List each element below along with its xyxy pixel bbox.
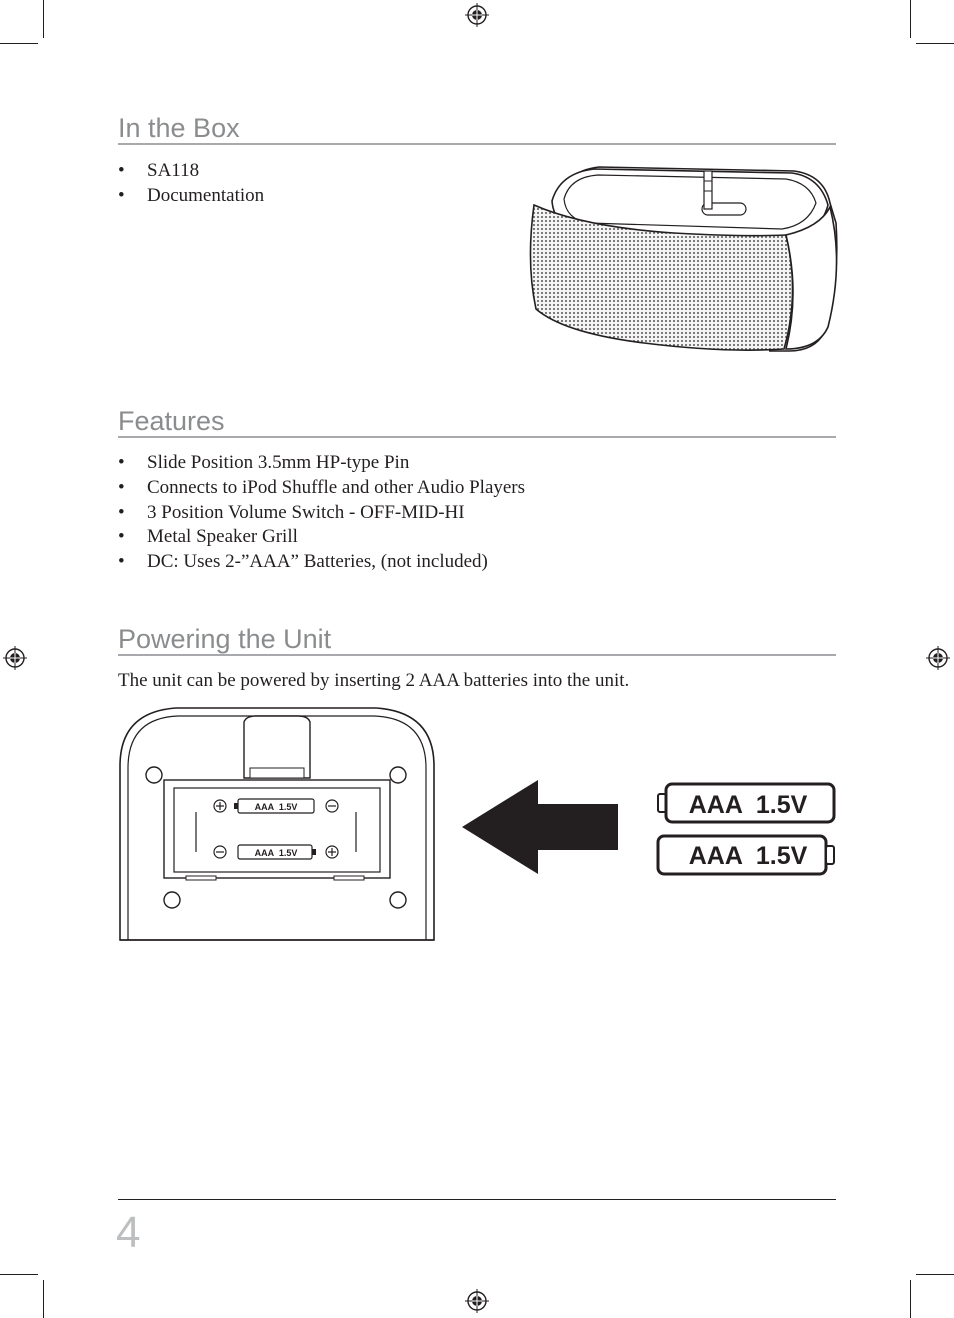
crop-mark: [43, 0, 44, 38]
list-item: [118, 476, 525, 501]
bullet: •: [118, 184, 125, 206]
page-number: 4: [116, 1208, 141, 1257]
registration-mark-icon: [465, 3, 489, 27]
registration-mark-icon: [3, 646, 27, 670]
bullet: •: [118, 452, 125, 473]
bullet: •: [118, 526, 125, 548]
list-item: [118, 184, 264, 209]
crop-mark: [916, 43, 954, 44]
bullet: •: [118, 501, 125, 523]
crop-mark: [910, 1280, 911, 1318]
list-item-text: Connects to iPod Shuffle and other Audio Players: [147, 476, 526, 498]
list-item-text: SA118: [147, 160, 200, 181]
list-item-text: Documentation: [147, 184, 265, 206]
list-item-text: DC: Uses 2-”AAA” Batteries, (not included): [147, 551, 488, 573]
list-item: [118, 501, 525, 526]
battery-label: AAA 1.5V: [254, 848, 298, 858]
battery-label: AAA 1.5V: [688, 791, 808, 819]
registration-mark-icon: [465, 1289, 489, 1313]
list-item-text: 3 Position Volume Switch - OFF-MID-HI: [147, 501, 465, 523]
crop-mark: [43, 1280, 44, 1318]
crop-mark: [0, 1274, 38, 1275]
in-the-box-heading: In the Box: [118, 113, 836, 145]
powering-heading: Powering the Unit: [118, 624, 836, 656]
features-list: [118, 451, 525, 575]
battery-compartment-illustration: [116, 706, 438, 944]
features-heading: Features: [118, 406, 836, 438]
crop-mark: [910, 0, 911, 38]
list-item-text: Metal Speaker Grill: [147, 526, 298, 548]
footer-rule: [118, 1199, 836, 1200]
insert-arrow-icon: [462, 780, 620, 874]
list-item: [118, 451, 525, 476]
list-item: [118, 550, 525, 575]
bullet: •: [118, 160, 125, 181]
crop-mark: [916, 1274, 954, 1275]
bullet: •: [118, 476, 125, 498]
list-item: [118, 525, 525, 550]
list-item-text: Slide Position 3.5mm HP-type Pin: [147, 452, 410, 473]
battery-label: AAA 1.5V: [254, 802, 298, 812]
crop-mark: [0, 43, 38, 44]
powering-description: The unit can be powered by inserting 2 AAA batteries into the unit.: [118, 670, 630, 691]
bullet: •: [118, 551, 125, 573]
battery-label: AAA 1.5V: [688, 842, 808, 870]
aaa-batteries-illustration: [654, 782, 840, 878]
in-the-box-list: [118, 159, 264, 209]
list-item: [118, 159, 264, 184]
registration-mark-icon: [926, 646, 950, 670]
speaker-illustration: [524, 163, 840, 357]
